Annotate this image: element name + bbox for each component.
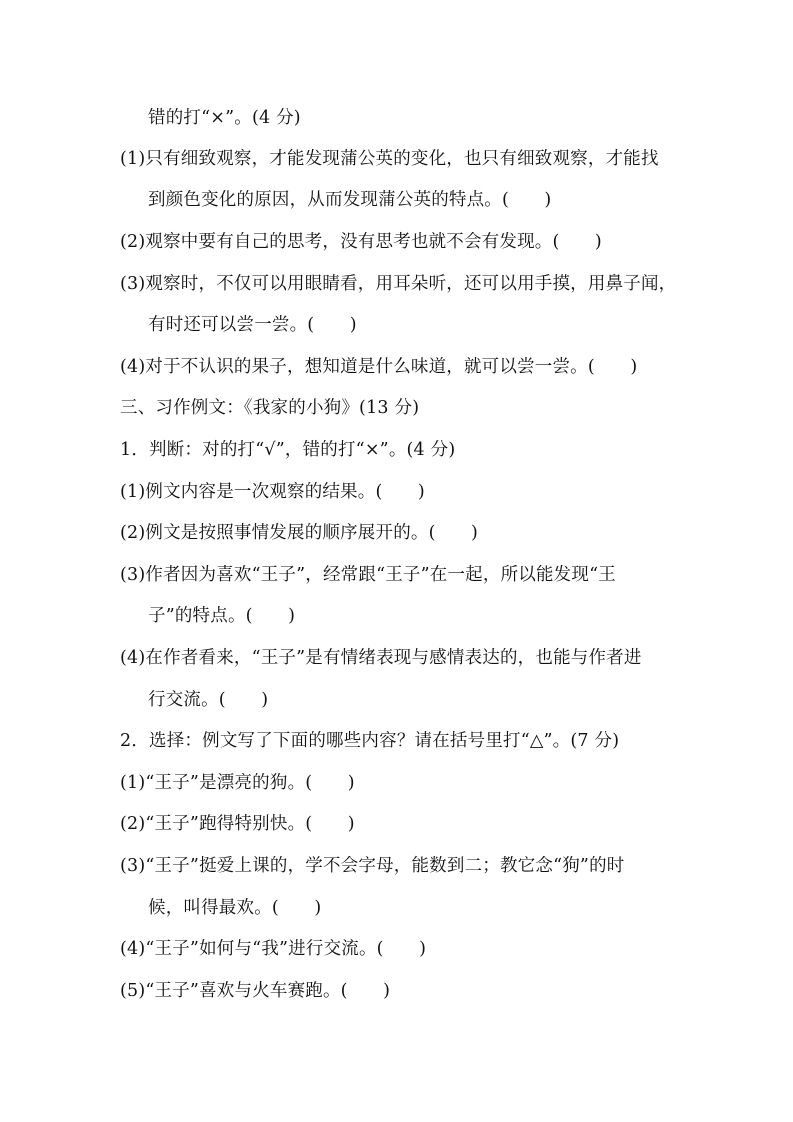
section-3-question-1: 1．判断：对的打“√”，错的打“×”。(4 分) [120, 440, 456, 460]
s3-q1-item-4: (4)在作者看来，“王子”是有情绪表现与感情表达的，也能与作者进 [120, 648, 642, 668]
section-3-question-2: 2．选择：例文写了下面的哪些内容？请在括号里打“△”。(7 分) [120, 731, 620, 751]
section-3-heading: 三、习作例文：《我家的小狗》(13 分) [120, 398, 420, 418]
question-2-item-2: (2)观察中要有自己的思考，没有思考也就不会有发现。( ) [120, 232, 602, 252]
s3-q2-item-4: (4)“王子”如何与“我”进行交流。( ) [120, 939, 427, 959]
s3-q2-item-2: (2)“王子”跑得特别快。( ) [120, 814, 355, 834]
question-2-item-3: (3)观察时，不仅可以用眼睛看，用耳朵听，还可以用手摸，用鼻子闻， [120, 274, 677, 294]
s3-q1-item-3: (3)作者因为喜欢“王子”，经常跟“王子”在一起，所以能发现“王 [120, 565, 616, 585]
question-2-item-4: (4)对于不认识的果子，想知道是什么味道，就可以尝一尝。( ) [120, 357, 638, 377]
s3-q2-item-5: (5)“王子”喜欢与火车赛跑。( ) [120, 981, 391, 1001]
question-2-item-1-continuation: 到颜色变化的原因，从而发现蒲公英的特点。( ) [148, 190, 552, 210]
s3-q1-item-1: (1)例文内容是一次观察的结果。( ) [120, 482, 425, 502]
instruction-continuation: 错的打“×”。(4 分) [148, 108, 301, 128]
s3-q2-item-3: (3)“王子”挺爱上课的，学不会字母，能数到二；教它念“狗”的时 [120, 856, 625, 876]
s3-q1-item-2: (2)例文是按照事情发展的顺序展开的。( ) [120, 523, 479, 543]
question-2-item-3-continuation: 有时还可以尝一尝。( ) [148, 315, 357, 335]
s3-q1-item-4-continuation: 行交流。( ) [148, 690, 269, 710]
s3-q2-item-3-continuation: 候，叫得最欢。( ) [148, 898, 322, 918]
question-2-item-1: (1)只有细致观察，才能发现蒲公英的变化，也只有细致观察，才能找 [120, 149, 659, 169]
s3-q2-item-1: (1)“王子”是漂亮的狗。( ) [120, 773, 355, 793]
s3-q1-item-3-continuation: 子”的特点。( ) [148, 606, 296, 626]
